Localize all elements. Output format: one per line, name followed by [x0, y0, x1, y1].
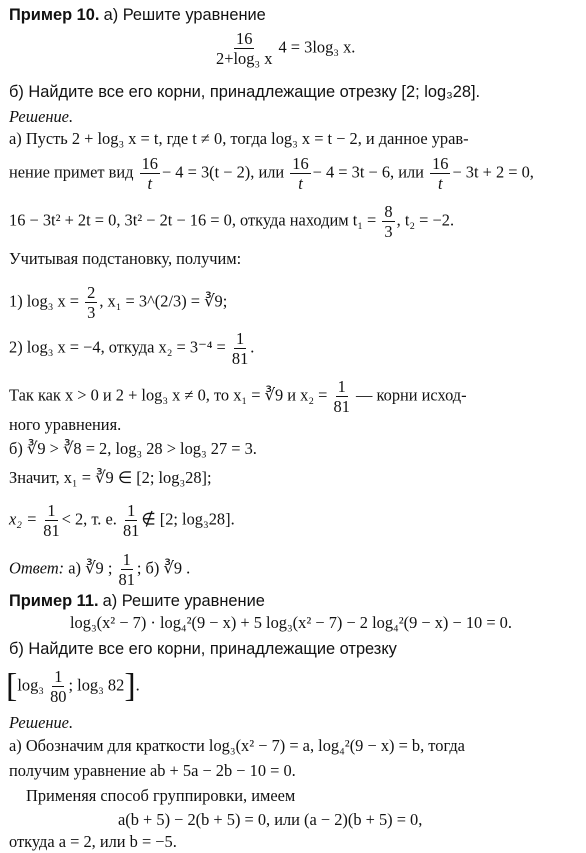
example-11-heading: Пример 11. а) Решите уравнение: [9, 592, 265, 610]
solution-11-line-5: откуда a = 2, или b = −5.: [9, 832, 177, 851]
solution-line-8: ного уравнения.: [9, 415, 122, 434]
example-10-title: Пример 10.: [9, 6, 100, 24]
solution-line-11: x₂ = $\frac{1}{81}$ < 2, т. е. $\frac{1}{81}$ ∉ [2; log₃28].: [9, 501, 235, 541]
example-10-heading: [9, 6, 266, 24]
equation-fraction: $\frac{16}{\text{2+log₃ x}}$: [216, 29, 273, 69]
answer-10: Ответ: а) ∛9 ; $\frac{1}{81}$ ; б) ∛9 .: [9, 550, 191, 590]
equation-11: log₃(x² − 7) · log₄²(9 − x) + 5 log₃(x² − 7) − 2 log₄²(9 − x) − 10 = 0.: [70, 613, 512, 632]
equation-10: $\frac{16}{\text{2+log₃ x}}$ 4 = 3log₃ x.: [216, 29, 356, 69]
solution-line-7: Так как x > 0 и 2 + log₃ x ≠ 0, то x₁ = ∛9 и x₂ = $\frac{1}{81}$ — корни исход-: [9, 377, 467, 417]
solution-11-line-3: Применяя способ группировки, имеем: [26, 786, 296, 805]
solution-line-2: нение примет вид $\frac{16}{t}$ − 4 = 3(t − 2), или $\frac{16}{t}$ − 4 = 3t − 6, или $\frac{16}{t}$ − 3t + 2 = 0,: [9, 154, 534, 194]
solution-line-10: Значит, x₁ = ∛9 ∈ [2; log₃28];: [9, 468, 212, 487]
solution-label: Решение.: [9, 107, 74, 126]
answer-label: Ответ:: [9, 558, 65, 578]
example-11-title: Пример 11.: [9, 592, 99, 610]
segment-11: [log₃ $\frac{1}{80}$ ; log₃ 82].: [6, 667, 140, 707]
task-b-11: б) Найдите все его корни, принадлежащие отрезку: [9, 640, 397, 658]
solution-line-3: 16 − 3t² + 2t = 0, 3t² − 2t − 16 = 0, откуда находим t₁ = $\frac{8}{3}$ , t₂ = −2.: [9, 202, 455, 242]
solution-11-line-1: а) Обозначим для краткости log₃(x² − 7) = a, log₄²(9 − x) = b, тогда: [9, 736, 465, 755]
solution-label-11: Решение.: [9, 713, 74, 732]
task-b: б) Найдите все его корни, принадлежащие отрезку [2; log₃28].: [9, 83, 481, 101]
solution-line-5: 1) log₃ x = $\frac{2}{3}$ , x₁ = 3^(2/3) = ∛9;: [9, 283, 228, 323]
task-a: а) Решите уравнение: [103, 6, 266, 24]
solution-11-line-2: получим уравнение ab + 5a − 2b − 10 = 0.: [9, 761, 296, 780]
solution-line-6: 2) log₃ x = −4, откуда x₂ = 3⁻⁴ = $\frac{1}{81}$ .: [9, 329, 255, 369]
solution-11-line-4: a(b + 5) − 2(b + 5) = 0, или (a − 2)(b + 5) = 0,: [118, 810, 423, 829]
solution-line-1: а) Пусть 2 + log₃ x = t, где t ≠ 0, тогда log₃ x = t − 2, и данное урав-: [9, 129, 469, 148]
solution-line-4: Учитывая подстановку, получим:: [9, 249, 242, 268]
solution-line-9: б) ∛9 > ∛8 = 2, log₃ 28 > log₃ 27 = 3.: [9, 439, 257, 458]
